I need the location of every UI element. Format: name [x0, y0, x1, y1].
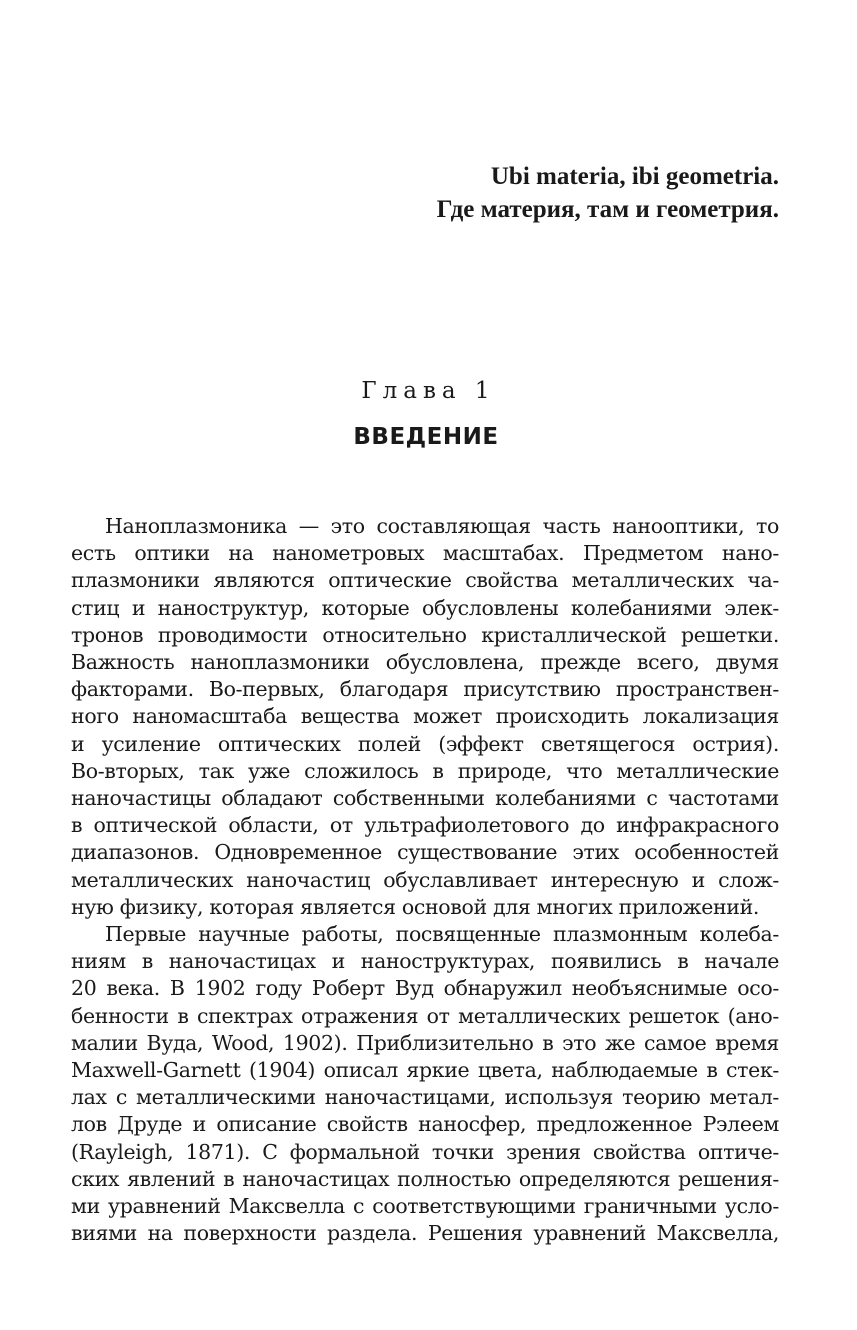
text-line: малии Вуда, Wood, 1902). Приблизительно в это же самое время: [71, 1030, 779, 1055]
text-line: есть оптики на нанометровых масштабах. Предметом нано-: [71, 541, 779, 566]
text-line: ми уравнений Максвелла с соответствующими граничными усло-: [71, 1194, 779, 1219]
paragraph-1: [71, 513, 779, 921]
text-line: ного наномасштаба вещества может происходить локализация: [71, 704, 779, 729]
body-text: [71, 513, 779, 1247]
chapter-label: Глава 1: [361, 378, 496, 404]
text-line: ную физику, которая является основой для многих приложений.: [71, 894, 760, 919]
text-line: плазмоники являются оптические свойства металлических ча-: [71, 568, 779, 593]
text-line: тронов проводимости относительно кристаллической решетки.: [71, 622, 779, 647]
text-line: 20 века. В 1902 году Роберт Вуд обнаружил необъяснимые осо-: [71, 976, 779, 1001]
text-line: (Rayleigh, 1871). С формальной точки зрения свойства оптиче-: [71, 1139, 779, 1164]
text-line: лов Друде и описание свойств наносфер, предложенное Рэлеем: [71, 1112, 779, 1137]
text-line: наночастицы обладают собственными колебаниями с частотами: [71, 786, 779, 811]
epigraph-russian: Где материя, там и геометрия.: [436, 196, 779, 223]
text-line: факторами. Во-первых, благодаря присутствию пространствен-: [71, 677, 779, 702]
text-line: стиц и наноструктур, которые обусловлены колебаниями элек-: [71, 595, 779, 620]
text-line: Maxwell-Garnett (1904) описал яркие цвета, наблюдаемые в стек-: [71, 1058, 779, 1083]
text-line: Во-вторых, так уже сложилось в природе, что металлические: [71, 758, 779, 783]
text-line: ниям в наночастицах и наноструктурах, появились в начале: [71, 949, 779, 974]
text-line: бенности в спектрах отражения от металлических решеток (ано-: [71, 1003, 779, 1028]
epigraph: [437, 160, 779, 226]
epigraph-latin: Ubi materia, ibi geometria.: [490, 163, 779, 190]
text-line: Наноплазмоника — это составляющая часть нанооптики, то: [105, 514, 779, 538]
text-line: ских явлений в наночастицах полностью определяются решения-: [71, 1166, 779, 1191]
text-line: Важность наноплазмоники обусловлена, прежде всего, двумя: [71, 650, 779, 675]
text-line: виями на поверхности раздела. Решения уравнений Максвелла,: [71, 1221, 779, 1246]
text-line: Первые научные работы, посвященные плазмонным колеба-: [105, 922, 779, 947]
text-line: диапазонов. Одновременное существование этих особенностей: [71, 840, 779, 865]
text-line: в оптической области, от ультрафиолетового до инфракрасного: [71, 813, 779, 838]
text-line: и усиление оптических полей (эффект светящегося острия).: [71, 731, 779, 756]
chapter-title: ВВЕДЕНИЕ: [353, 424, 499, 450]
text-line: лах с металлическими наночастицами, используя теорию метал-: [71, 1085, 779, 1110]
paragraph-2: [71, 921, 779, 1247]
text-line: металлических наночастиц обуславливает интересную и слож-: [71, 867, 779, 892]
